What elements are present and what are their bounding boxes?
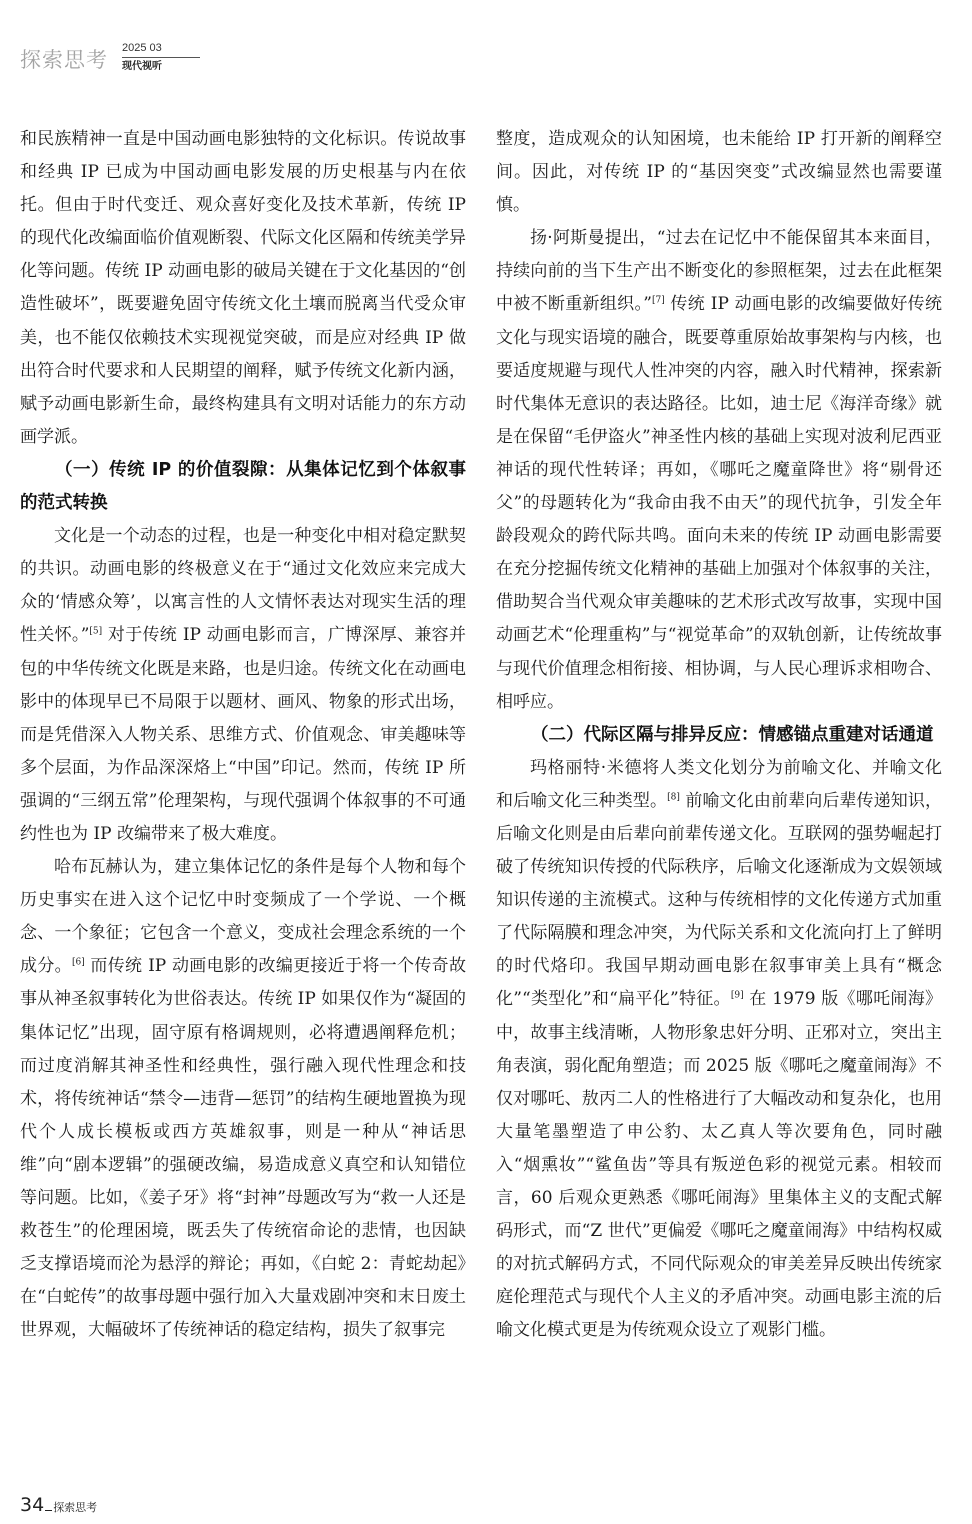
paragraph-text: 文化是一个动态的过程，也是一种变化中相对稳定默契的共识。动画电影的终极意义在于“通过文化效应来完成大众的‘情感众筹’，以寓言性的人文情怀表达对现实生活的理性关怀。”: [20, 526, 466, 646]
page-number: 34: [20, 1494, 45, 1516]
citation-marker: [5]: [89, 626, 103, 637]
body-paragraph: [496, 123, 942, 222]
page-footer: [20, 1494, 97, 1516]
citation-marker: [8]: [667, 792, 680, 803]
body-paragraph: [20, 851, 466, 1347]
magazine-name: 现代视听: [122, 61, 162, 72]
paragraph-text: 对于传统 IP 动画电影而言，广博深厚、兼容并包的中华传统文化既是来路，也是归途。传统文化在动画电影中的体现早已不局限于以题材、画风、物象的形式出场，而是凭借深入人物关系、思维方式、价值观念、审美趣味等多个层面，为作品深深烙上“中国”印记。然而，传统 IP 所强调的“三纲五常”伦理架构，与现代强调个体叙事的不可通约性也为 IP 改编带来了极大难度。: [20, 625, 466, 844]
paragraph-text: 而传统 IP 动画电影的改编更接近于将一个传奇故事从神圣叙事转化为世俗表达。传统 IP 如果仅作为“凝固的集体记忆”出现，固守原有格调规则，必将遭遇阐释危机；而过度消解其神圣性和经典性，强行融入现代性理念和技术，将传统神话“禁令—违背—惩罚”的结构生硬地置换为现代个人成长模板或西方英雄叙事，则是一种从“神话思维”向“剧本逻辑”的强硬改编，易造成意义真空和认知错位等问题。比如，《姜子牙》将“封神”母题改写为“救一人还是救苍生”的伦理困境，既丢失了传统宿命论的悲情，也因缺乏支撑语境而沦为悬浮的辩论；再如，《白蛇 2：青蛇劫起》在“白蛇传”的故事母题中强行加入大量戏剧冲突和末日废土世界观，大幅破坏了传统神话的稳定结构，损失了叙事完: [20, 956, 466, 1341]
citation-marker: [9]: [730, 990, 744, 1001]
citation-marker: [7]: [651, 295, 665, 306]
footer-underline: [45, 1510, 52, 1511]
body-paragraph: [20, 520, 466, 851]
section-heading: （二）代际区隔与排异反应：情感锚点重建对话通道: [531, 724, 934, 745]
citation-marker: [6]: [71, 957, 85, 968]
paragraph-text: 哈布瓦赫认为，建立集体记忆的条件是每个人物和每个历史事实在进入这个记忆中时变频成了一个学说、一个概念、一个象征；它包含一个意义，变成社会理念系统的一个成分。: [20, 857, 466, 977]
paragraph-text: 扬·阿斯曼提出，“过去在记忆中不能保留其本来面目，持续向前的当下生产出不断变化的参照框架，过去在此框架中被不断重新组织。”: [496, 228, 942, 315]
section-heading: （一）传统 IP 的价值裂隙：从集体记忆到个体叙事的范式转换: [20, 459, 466, 514]
footer-section-name: 探索思考: [53, 1501, 98, 1514]
paragraph-text: 传统 IP 动画电影的改编要做好传统文化与现实语境的融合，既要尊重原始故事架构与内核，也要适度规避与现代人性冲突的内容，融入时代精神，探索新时代集体无意识的表达路径。比如，迪士尼《海洋奇缘》就是在保留“毛伊盗火”神圣性内核的基础上实现对波利尼西亚神话的现代性转译；再如，《哪吒之魔童降世》将“剔骨还父”的母题转化为“我命由我不由天”的现代抗争，引发全年龄段观众的跨代际共鸣。面向未来的传统 IP 动画电影需要在充分挖掘传统文化精神的基础上加强对个体叙事的关注，借助契合当代观众审美趣味的艺术形式改写故事，实现中国动画艺术“伦理重构”与“视觉革命”的双轨创新，让传统故事与现代价值理念相衔接、相协调，与人民心理诉求相吻合、相呼应。: [496, 294, 942, 712]
section-name: 探索思考: [20, 48, 108, 72]
right-column: [496, 123, 942, 1347]
paragraph-text: 玛格丽特·米德将人类文化划分为前喻文化、并喻文化和后喻文化三种类型。: [496, 757, 942, 811]
paragraph-text: 和民族精神一直是中国动画电影独特的文化标识。传说故事和经典 IP 已成为中国动画电影发展的历史根基与内在依托。但由于时代变迁、观众喜好变化及技术革新，传统 IP 的现代化改编面临价值观断裂、代际文化区隔和传统美学异化等问题。传统 IP 动画电影的破局关键在于文化基因的“创造性破坏”，既要避免固守传统文化土壤而脱离当代受众审美，也不能仅依赖技术实现视觉突破，而是应对经典 IP 做出符合时代要求和人民期望的阐释，赋予传统文化新内涵，赋予动画电影新生命，最终构建具有文明对话能力的东方动画学派。: [20, 129, 466, 447]
body-paragraph: [20, 123, 466, 454]
body-paragraph: [496, 222, 942, 718]
body-paragraph: [496, 752, 942, 1348]
paragraph-text: 整度，造成观众的认知困境，也未能给 IP 打开新的阐释空间。因此，对传统 IP 的“基因突变”式改编显然也需要谨慎。: [496, 129, 942, 216]
paragraph-text: 在 1979 版《哪吒闹海》中，故事主线清晰，人物形象忠奸分明、正邪对立，突出主角表演，弱化配角塑造；而 2025 版《哪吒之魔童闹海》不仅对哪吒、敖丙二人的性格进行了大幅改动和复杂化，也用大量笔墨塑造了申公豹、太乙真人等次要角色，同时融入“烟熏妆”“鲨鱼齿”等具有叛逆色彩的视觉元素。相较而言，60 后观众更熟悉《哪吒闹海》里集体主义的支配式解码形式，而“Z 世代”更偏爱《哪吒之魔童闹海》中结构权威的对抗式解码方式，不同代际观众的审美差异反映出传统家庭伦理范式与现代个人主义的矛盾冲突。动画电影主流的后喻文化模式更是为传统观众设立了观影门槛。: [496, 989, 942, 1341]
issue-date: 2025 03: [122, 42, 162, 54]
left-column: [20, 123, 466, 1347]
paragraph-text: 前喻文化由前辈向后辈传递知识，后喻文化则是由后辈向前辈传递文化。互联网的强势崛起打破了传统知识传授的代际秩序，后喻文化逐渐成为文娱领域知识传递的主流模式。这种与传统相悖的文化传递方式加重了代际隔膜和理念冲突，为代际关系和文化流向打上了鲜明的时代烙印。我国早期动画电影在叙事审美上具有“概念化”“类型化”和“扁平化”特征。: [496, 790, 943, 1010]
issue-block: [122, 42, 202, 73]
issue-divider: [122, 57, 200, 58]
